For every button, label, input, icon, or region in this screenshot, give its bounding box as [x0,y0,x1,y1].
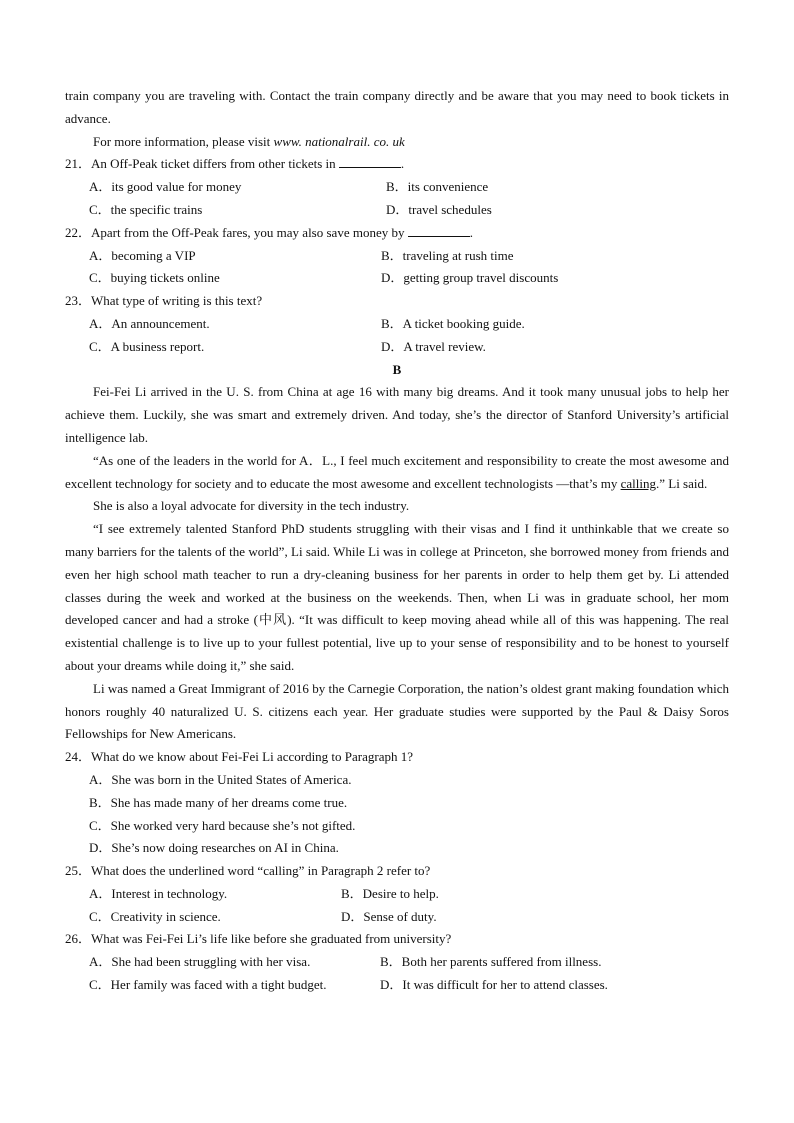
question-22-end: . [469,224,473,240]
option-b: B．traveling at rush time [381,247,514,263]
question-22-stem [65,222,729,245]
option-c: C．the specific trains [89,201,203,217]
question-24-stem: 24．What do we know about Fei-Fei Li according to Paragraph 1? [65,749,414,765]
option-b: B．Desire to help. [341,885,439,901]
underlined-word: calling [620,475,656,491]
question-21-text: 21．An Off-Peak ticket differs from other tickets in [65,156,336,172]
option-c: C．A business report. [89,338,205,354]
option-c: C．Creativity in science. [89,908,221,924]
option-b: B．Both her parents suffered from illness. [380,954,602,970]
more-info-line [65,131,729,154]
exam-page [65,85,729,997]
paragraph-2-text: “As one of the leaders in the world for A．L., I feel much excitement and responsibility to create the most awesome and excellent technology for society and to educate the most awesome and excellent technologists —that’s my [65,452,729,491]
passage-b-paragraph-2 [65,450,729,496]
option-d: D．A travel review. [381,338,486,354]
option-d: D．Sense of duty. [341,908,437,924]
option-c: C．She worked very hard because she’s not gifted. [89,817,356,833]
option-d: D．It was difficult for her to attend classes. [380,977,608,993]
option-c: C．Her family was faced with a tight budget. [89,977,327,993]
passage-b-paragraph-3: She is also a loyal advocate for diversity in the tech industry. [93,498,410,514]
answer-blank [408,223,470,237]
info-url: www. nationalrail. co. uk [273,133,405,149]
question-25-options [65,883,729,929]
option-d: D．getting group travel discounts [381,270,559,286]
question-21-stem [65,153,729,176]
question-23-stem: 23．What type of writing is this text? [65,293,263,309]
option-b: B．A ticket booking guide. [381,315,525,331]
question-21-end: . [400,156,405,172]
question-22-text: 22．Apart from the Off-Peak fares, you may also save money by [65,224,405,240]
option-b: B．its convenience [386,179,489,195]
question-23-options [65,313,729,359]
option-b: B．She has made many of her dreams come true. [89,794,348,810]
section-heading: B [392,361,402,377]
question-24-options [65,769,729,860]
question-26-options [65,951,729,997]
option-a: A．Interest in technology. [89,885,228,901]
option-a: A．She was born in the United States of America. [89,771,352,787]
passage-a-ending: train company you are traveling with. Contact the train company directly and be aware that you may need to book tickets in advance. [65,88,729,126]
passage-b-paragraph-4: “I see extremely talented Stanford PhD students struggling with their visas and I find it unthinkable that we create so many barriers for the talents of the world”, Li said. While Li was in college at Princeton, she borrowed money from friends and even her high school math teacher to run a dry-cleaning business for her parents in order to help them get by. Li attended classes during the week and worked at the business on the weekends. Then, when Li was in graduate school, her mom developed cancer and had a stroke (中风). “It was difficult to keep moving ahead while all of this was happening. The real existential challenge is to live up to your fullest potential, live up to your sense of responsibility and to be honest to yourself about your dreams while doing it,” she said. [65,521,729,673]
question-26-stem: 26．What was Fei-Fei Li’s life like before she graduated from university? [65,931,452,947]
question-25-stem: 25．What does the underlined word “calling” in Paragraph 2 refer to? [65,863,431,879]
paragraph-2-end: .” Li said. [655,475,708,491]
option-a: A．An announcement. [89,315,210,331]
question-21-options [65,176,729,222]
option-c: C．buying tickets online [89,270,220,286]
option-a: A．She had been struggling with her visa. [89,954,311,970]
option-d: D．She’s now doing researches on AI in China. [89,840,339,856]
option-d: D．travel schedules [386,201,492,217]
option-a: A．its good value for money [89,179,242,195]
more-info-text: For more information, please visit [93,133,271,149]
question-22-options [65,245,729,291]
option-a: A．becoming a VIP [89,247,196,263]
passage-b-paragraph-1: Fei-Fei Li arrived in the U. S. from China at age 16 with many big dreams. And it took many unusual jobs to help her achieve them. Luckily, she was smart and extremely driven. And today, she’s the director of Stanford University’s artificial intelligence lab. [65,384,729,445]
passage-b-paragraph-5: Li was named a Great Immigrant of 2016 by the Carnegie Corporation, the nation’s oldest grant making foundation which honors roughly 40 naturalized U. S. citizens each year. Her graduate studies were supported by the Paul & Daisy Soros Fellowships for New Americans. [65,680,729,742]
answer-blank [339,154,401,168]
